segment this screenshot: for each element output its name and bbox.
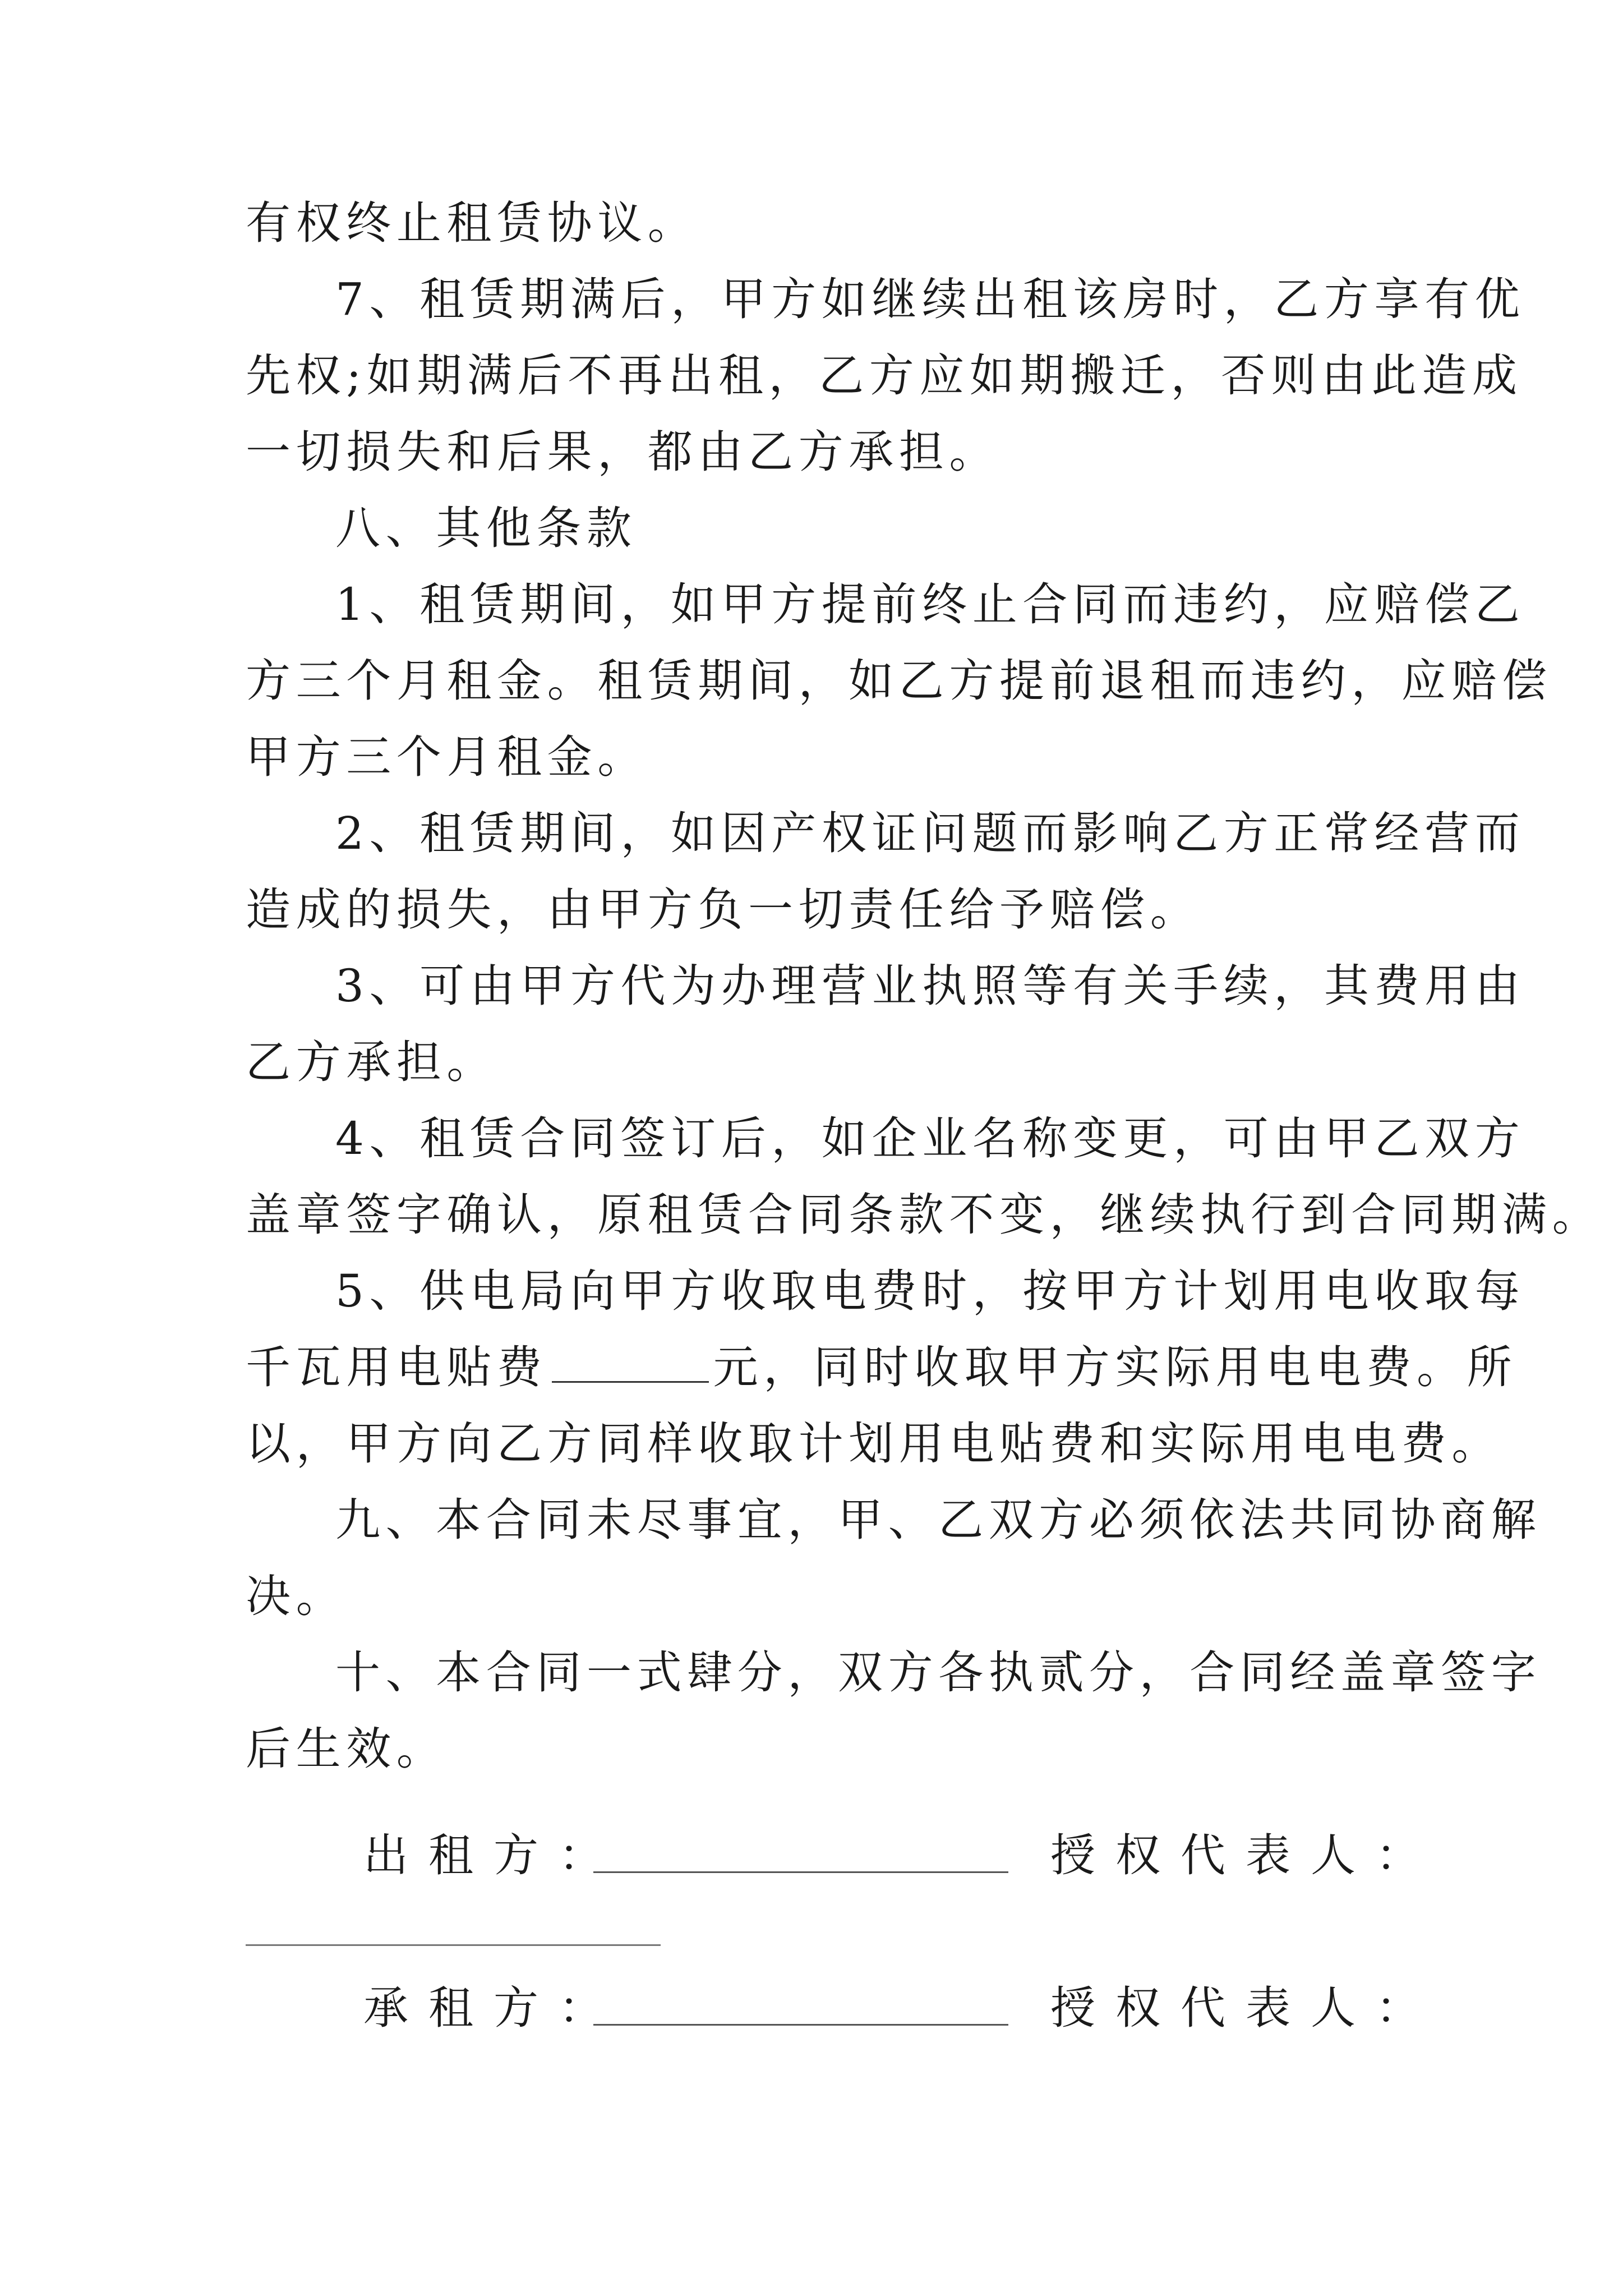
paragraph-line: 九、本合同未尽事宜，甲、乙双方必须依法共同协商解 [335, 1494, 1542, 1546]
paragraph-line: 5、供电局向甲方收取电费时，按甲方计划用电收取每 [335, 1265, 1525, 1317]
fee-line [246, 1329, 1518, 1406]
lessee-blank[interactable] [593, 2024, 1008, 2026]
lessor-signature-row [246, 1818, 1441, 1894]
lessee-signature-row [246, 1970, 1441, 2046]
paragraph-line: 甲方三个月租金。 [246, 731, 648, 783]
fee-blank[interactable] [552, 1340, 709, 1383]
paragraph-line: 十、本合同一式肆分，双方各执贰分，合同经盖章签字 [335, 1646, 1542, 1699]
paragraph-line: 八、其他条款 [335, 502, 637, 554]
paragraph-line: 4、租赁合同签订后，如企业名称变更，可由甲乙双方 [335, 1112, 1525, 1165]
paragraph-line: 乙方承担。 [246, 1036, 497, 1088]
lessor-rep-blank[interactable] [246, 1944, 661, 1946]
lessor-rep-label: 授权代表人： [1050, 1829, 1441, 1881]
paragraph-line: 7、租赁期满后，甲方如继续出租该房时，乙方享有优 [335, 273, 1525, 325]
paragraph-line: 造成的损失，由甲方负一切责任给予赔偿。 [246, 884, 1201, 936]
paragraph-line: 有权终止租赁协议。 [246, 197, 698, 249]
paragraph-line: 1、租赁期间，如甲方提前终止合同而违约，应赔偿乙 [335, 578, 1525, 631]
paragraph-line: 盖章签字确认，原租赁合同条款不变，继续执行到合同期满。 [246, 1189, 1603, 1241]
lessor-blank[interactable] [593, 1871, 1008, 1873]
paragraph-line: 方三个月租金。租赁期间，如乙方提前退租而违约，应赔偿 [246, 655, 1552, 707]
paragraph-line: 后生效。 [246, 1723, 447, 1775]
fee-line-after: 元，同时收取甲方实际用电电费。所 [713, 1341, 1518, 1393]
paragraph-line: 2、租赁期间，如因产权证问题而影响乙方正常经营而 [335, 807, 1525, 859]
lessor-label: 出租方： [363, 1829, 624, 1881]
paragraph-line: 一切损失和后果，都由乙方承担。 [246, 426, 999, 478]
lessee-rep-label: 授权代表人： [1050, 1982, 1441, 2034]
contract-page [246, 185, 1603, 1787]
paragraph-line: 决。 [246, 1570, 347, 1622]
contract-body-continued [246, 1406, 1542, 1787]
contract-body [246, 185, 1603, 1329]
paragraph-line: 以，甲方向乙方同样收取计划用电贴费和实际用电电费。 [246, 1418, 1502, 1470]
paragraph-line: 先权;如期满后不再出租，乙方应如期搬迁，否则由此造成 [246, 349, 1523, 402]
fee-line-before: 千瓦用电贴费 [246, 1341, 547, 1393]
lessee-label: 承租方： [363, 1982, 624, 2034]
paragraph-line: 3、可由甲方代为办理营业执照等有关手续，其费用由 [335, 960, 1525, 1012]
